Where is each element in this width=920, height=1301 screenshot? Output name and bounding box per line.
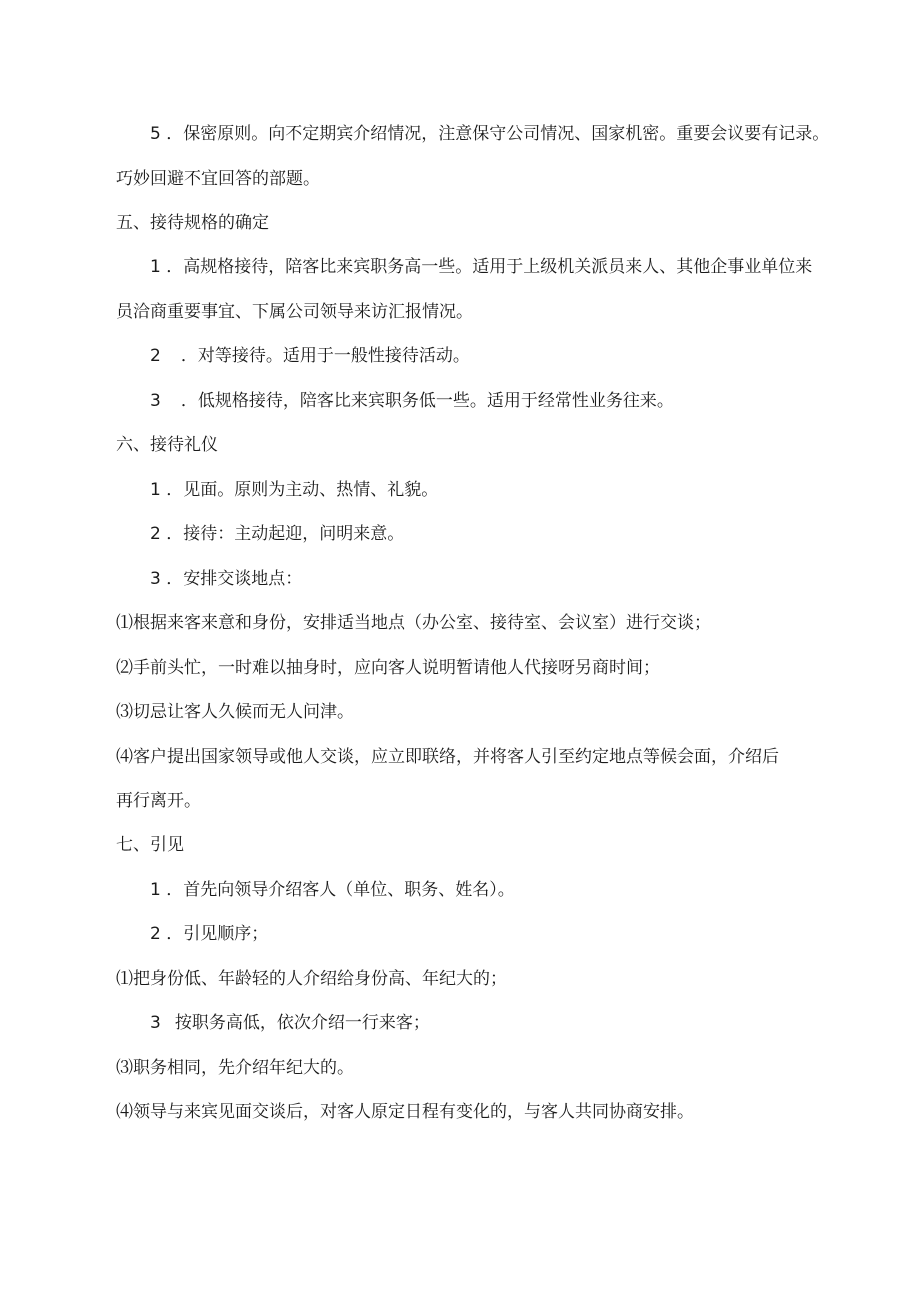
section-heading-7: 七、引见 bbox=[116, 835, 184, 855]
paragraph-meeting: 1 ．见面。原则为主动、热情、礼貌。 bbox=[150, 480, 439, 500]
item-number: 2 bbox=[150, 346, 161, 366]
paragraph-equal-reception bbox=[150, 344, 470, 368]
paragraph-introduction-order: 2 ．引见顺序； bbox=[150, 924, 269, 944]
paragraph-arrange-location: 3 ．安排交谈地点： bbox=[150, 569, 303, 589]
section-heading-6: 六、接待礼仪 bbox=[116, 435, 218, 455]
paragraph-high-level-reception-continued: 员洽商重要事宜、下属公司领导来访汇报情况。 bbox=[116, 302, 473, 322]
paragraph-low-level-reception bbox=[150, 389, 674, 413]
item-text: ．对等接待。适用于一般性接待活动。 bbox=[180, 346, 470, 366]
subitem-location-2: ⑵手前头忙，一时难以抽身时，应向客人说明暂请他人代接呀另商时间； bbox=[116, 658, 660, 678]
subitem-location-4-continued: 再行离开。 bbox=[116, 791, 201, 811]
item-text: 按职务高低，依次介绍一行来客； bbox=[174, 1013, 430, 1033]
paragraph-confidentiality-continued: 巧妙回避不宜回答的部题。 bbox=[116, 169, 320, 189]
subitem-location-4: ⑷客户提出国家领导或他人交谈，应立即联络，并将客人引至约定地点等候会面，介绍后 bbox=[116, 747, 779, 767]
subitem-order-3: ⑶职务相同，先介绍年纪大的。 bbox=[116, 1058, 354, 1078]
subitem-order-4: ⑷领导与来宾见面交谈后，对客人原定日程有变化的，与客人共同协商安排。 bbox=[116, 1102, 694, 1122]
subitem-location-3: ⑶切忌让客人久候而无人问津。 bbox=[116, 702, 354, 722]
subitem-location-1: ⑴根据来客来意和身份，安排适当地点（办公室、接待室、会议室）进行交谈； bbox=[116, 613, 711, 633]
paragraph-confidentiality: 5 ．保密原则。向不定期宾介绍情况，注意保守公司情况、国家机密。重要会议要有记录。 bbox=[150, 124, 830, 144]
paragraph-high-level-reception: 1 ．高规格接待，陪客比来宾职务高一些。适用于上级机关派员来人、其他企事业单位来 bbox=[150, 257, 813, 277]
subitem-order-2 bbox=[150, 1011, 430, 1035]
item-text: ．低规格接待，陪客比来宾职务低一些。适用于经常性业务往来。 bbox=[180, 391, 674, 411]
item-number: 3 bbox=[150, 1013, 161, 1033]
item-number: 3 bbox=[150, 391, 161, 411]
paragraph-introduce-guests: 1 ．首先向领导介绍客人（单位、职务、姓名）。 bbox=[150, 880, 515, 900]
paragraph-reception: 2 ．接待：主动起迎，问明来意。 bbox=[150, 524, 405, 544]
section-heading-5: 五、接待规格的确定 bbox=[116, 213, 269, 233]
subitem-order-1: ⑴把身份低、年龄轻的人介绍给身份高、年纪大的； bbox=[116, 969, 507, 989]
